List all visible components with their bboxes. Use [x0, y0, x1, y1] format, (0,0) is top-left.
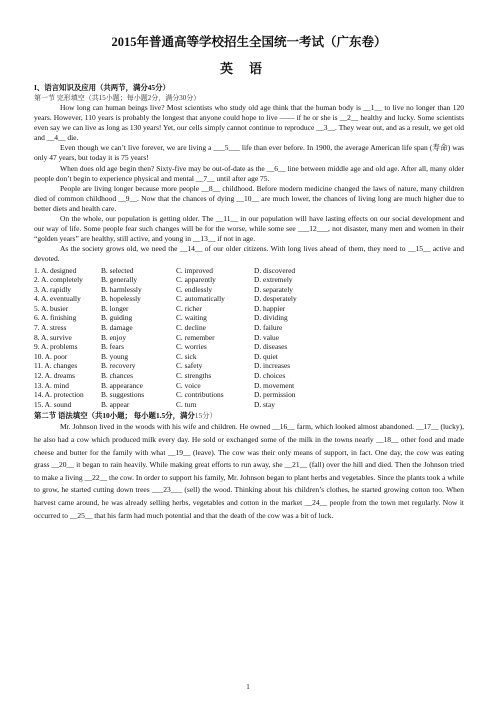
option-choice: B. enjoy	[101, 332, 127, 342]
option-row	[34, 323, 297, 333]
option-choice: D. permission	[254, 390, 296, 400]
option-choice: 6. A. finishing	[34, 313, 77, 323]
grammar-heading	[34, 410, 464, 421]
option-choice: C. turn	[176, 399, 197, 409]
passage-paragraph: Even though we can’t live forever, we are living a ___5___ life than ever before. In 1900, the average American life span (寿命) was only 47 years, but today it is 75 years!	[34, 143, 464, 163]
option-choice: D. extremely	[254, 275, 293, 285]
option-row	[34, 294, 297, 304]
option-choice: C. waiting	[176, 313, 207, 323]
option-choice: D. failure	[254, 323, 283, 333]
option-choice: C. contributions	[176, 390, 224, 400]
option-choice: B. appear	[101, 399, 130, 409]
option-choice: D. stay	[254, 399, 275, 409]
option-choice: B. generally	[101, 275, 138, 285]
option-row	[34, 381, 297, 391]
page-number: 1	[246, 683, 250, 691]
option-choice: B. young	[101, 351, 129, 361]
option-choice: B. damage	[101, 323, 133, 333]
option-choice: 14. A. protection	[34, 390, 84, 400]
option-choice: 1. A. designed	[34, 265, 77, 275]
option-choice: C. apparently	[176, 275, 216, 285]
option-choice: D. desperately	[254, 294, 297, 304]
option-row	[34, 304, 297, 314]
option-row	[34, 333, 297, 343]
grammar-heading-tail: 15分）	[194, 411, 217, 421]
option-choice: C. improved	[176, 265, 213, 275]
option-choice: C. remember	[176, 332, 215, 342]
option-choice: B. appearance	[101, 380, 143, 390]
option-choice: 12. A. dreams	[34, 371, 76, 381]
passage-paragraph: As the society grows old, we need the __14__ of our older citizens. With long lives ahead of them, they need to __15__ active and devoted.	[34, 244, 464, 264]
option-row	[34, 400, 297, 410]
option-choice: D. value	[254, 332, 280, 342]
option-row	[34, 352, 297, 362]
option-choice: D. dividing	[254, 313, 288, 323]
option-choice: C. automatically	[176, 294, 225, 304]
option-choice: 15. A. sound	[34, 399, 72, 409]
option-row	[34, 390, 297, 400]
option-choice: 9. A. problems	[34, 342, 78, 352]
option-choice: C. voice	[176, 380, 201, 390]
option-choice: 7. A. stress	[34, 323, 67, 333]
option-choice: 5. A. busier	[34, 303, 69, 313]
option-choice: D. happier	[254, 303, 286, 313]
option-choice: 11. A. changes	[34, 361, 78, 371]
cloze-heading: 第一节 完形填空（共15小题；每小题2分，满分30分）	[34, 94, 201, 102]
option-row	[34, 266, 297, 276]
option-choice: D. separately	[254, 284, 293, 294]
option-choice: C. strengths	[176, 371, 212, 381]
option-choice: D. diseases	[254, 342, 288, 352]
options-table	[34, 266, 297, 410]
option-choice: D. discovered	[254, 265, 296, 275]
option-choice: 10. A. poor	[34, 351, 68, 361]
passage-paragraph: Mr. Johnson lived in the woods with his wife and children. He owned __16__ farm, which looked almost abandoned. __17__ (lucky), he also had a cow which produced milk every day. He sold or exchanged some of the milk in the towns nearly __18__ other food and made cheese and butter for the family with what __19__ (leave). The cow was their only means of support, in fact. One day, the cow was eating grass __20__ it began to rain heavily. While making great efforts to run away, she __21__ (fall) over the hill and died. Then the Johnson tried to make a living __22__ the cow. In order to support his family, Mr. Johnson began to plant herbs and vegetables. Since the plants took a while to grow, he started cutting down trees ___23___ (sell) the wood. Thinking about his children’s clothes, he started growing cotton too. When harvest came around, he was already selling herbs, vegetables and cotton in the market __24__ people from the town met regularly. Now it occurred to __25__ that his farm had much potential and that the death of the cow was a bit of luck.	[34, 422, 464, 520]
option-choice: 8. A. survive	[34, 332, 72, 342]
option-choice: 13. A. mind	[34, 380, 69, 390]
grammar-passage	[34, 421, 464, 522]
passage-paragraph: When does old age begin then? Sixty-five may be out-of-date as the __6__ line between middle age and old age. After all, many older people don’t begin to experience physical and mental __7__ until after age 75.	[34, 163, 464, 183]
option-choice: C. worries	[176, 342, 207, 352]
option-choice: B. longer	[101, 303, 129, 313]
option-row	[34, 371, 297, 381]
option-choice: D. quiet	[254, 351, 278, 361]
passage-paragraph: How long can human beings live? Most scientists who study old age think that the human body is __1__ to live no longer than 120 years. However, 110 years is probably the longest that anyone could hope to live —— if he or she is __2__ healthy and lucky. Some scientists even say we can live as long as 130 years! Yet, our cells simply cannot continue to reproduce __3__. They wear out, and as a result, we get old and __4__ die.	[34, 103, 464, 143]
option-choice: B. fears	[101, 342, 124, 352]
option-choice: D. increases	[254, 361, 291, 371]
section-heading: I、语言知识及应用（共两节，满分45分）	[34, 83, 170, 92]
option-choice: B. guiding	[101, 313, 133, 323]
option-choice: 4. A. eventually	[34, 294, 81, 304]
option-choice: C. richer	[176, 303, 202, 313]
option-choice: 3. A. rapidly	[34, 284, 71, 294]
cloze-passage	[34, 103, 464, 265]
exam-title: 2015年普通高等学校招生全国统一考试（广东卷）	[111, 35, 387, 49]
passage-paragraph: On the whole, our population is getting older. The __11__ in our population will have lasting effects on our social development and our way of life. Some people fear such changes will be for the worse, while some see ___12___, not disaster, many men and women in their “golden years” are healthy, still active, and young in __13__ if not in age.	[34, 214, 464, 244]
option-choice: B. chances	[101, 371, 134, 381]
option-row	[34, 285, 297, 295]
option-row	[34, 275, 297, 285]
option-choice: 2. A. completely	[34, 275, 83, 285]
option-choice: B. harmlessly	[101, 284, 142, 294]
option-row	[34, 313, 297, 323]
passage-paragraph: People are living longer because more people __8__ childhood. Before modern medicine changed the laws of nature, many children died of common childhood __9__. Now that the chances of dying __10__ are much lower, the chances of living long are much higher due to better diets and health care.	[34, 183, 464, 213]
option-choice: D. choices	[254, 371, 286, 381]
option-choice: B. hopelessly	[101, 294, 141, 304]
option-row	[34, 342, 297, 352]
option-choice: B. suggestions	[101, 390, 145, 400]
option-choice: B. recovery	[101, 361, 136, 371]
option-choice: C. decline	[176, 323, 206, 333]
option-row	[34, 361, 297, 371]
option-choice: B. selected	[101, 265, 134, 275]
option-choice: D. movement	[254, 380, 295, 390]
option-choice: C. endlessly	[176, 284, 213, 294]
subject-title: 英语	[219, 61, 278, 76]
exam-page	[34, 14, 464, 522]
grammar-heading-text: 第二节 语法填空（共10小题； 每小题1.5分，满分	[34, 411, 195, 421]
option-choice: C. sick	[176, 351, 197, 361]
option-choice: C. safety	[176, 361, 203, 371]
